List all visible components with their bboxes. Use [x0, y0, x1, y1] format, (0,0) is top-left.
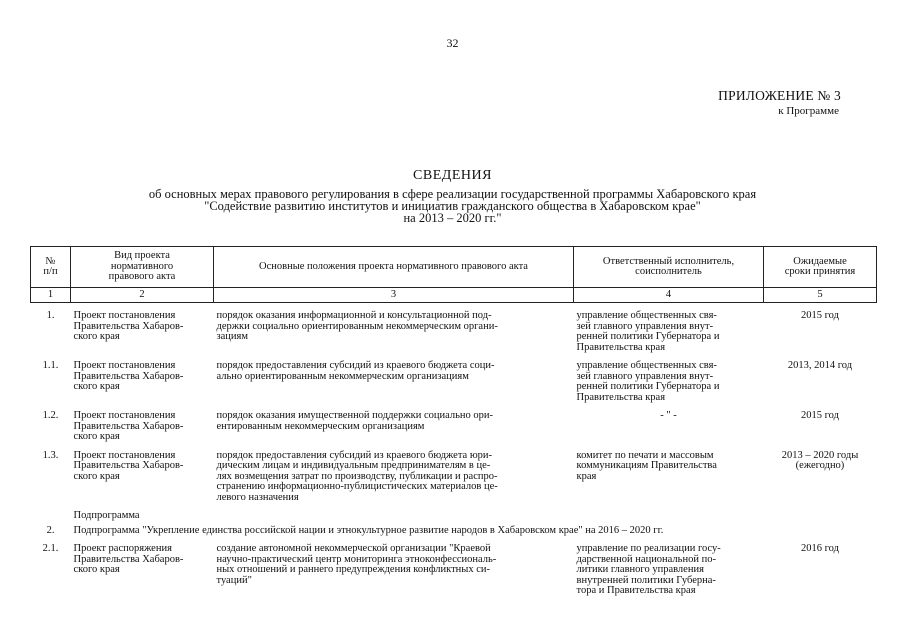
appendix-subtitle: к Программе — [778, 105, 839, 117]
row-num: 1.1. — [42, 360, 59, 371]
ditto-mark: - " - — [660, 410, 677, 421]
row-executor: управление по реализации госу- дарственной национальной по- литики главного управления внутренней политики Губерна- тора и Правительства края — [576, 543, 721, 596]
appendix-title: ПРИЛОЖЕНИЕ № 3 — [718, 88, 841, 103]
table-row — [31, 353, 877, 403]
row-num: 1. — [46, 310, 55, 321]
row-provisions: порядок оказания информационной и консультационной под- держки социально ориентированным некоммерческим органи- зациям — [216, 310, 498, 342]
subprogram-title-row — [31, 522, 877, 537]
subprogram-label-row — [31, 503, 877, 522]
row-act-type: Проект распоряжения Правительства Хабаров- ского края — [73, 543, 184, 575]
row-executor: комитет по печати и массовым коммуникациям Правительства края — [576, 449, 717, 482]
heading-line: об основных мерах правового регулирования в сфере реализации государственной программы Хабаровского края — [148, 187, 757, 201]
row-timeline: 2015 год — [801, 310, 839, 321]
header-executor: Ответственный исполнитель, соисполнитель — [574, 247, 764, 288]
header-act-type: Вид проекта нормативного правового акта — [71, 247, 214, 288]
appendix-header — [718, 88, 841, 117]
table-row — [31, 303, 877, 354]
column-number: 5 — [764, 288, 877, 303]
row-act-type: Проект постановления Правительства Хабаров- ского края — [73, 360, 184, 392]
row-num: 1.3. — [42, 449, 59, 461]
subprogram-num: 2. — [46, 524, 55, 536]
row-timeline: 2015 год — [801, 410, 839, 421]
subprogram-title: Подпрограмма "Укрепление единства российской нации и этнокультурное развитие народов в Хабаровском крае" на 2016 – 2020 гг. — [73, 524, 664, 536]
row-num: 2.1. — [42, 543, 59, 554]
row-num: 1.2. — [42, 410, 59, 421]
heading-line: "Содействие развитию институтов и инициатив гражданского общества в Хабаровском крае" — [204, 199, 701, 213]
row-timeline: 2013 – 2020 годы (ежегодно) — [781, 449, 859, 471]
row-act-type: Проект постановления Правительства Хабаров- ского края — [73, 410, 184, 442]
row-provisions: создание автономной некоммерческой организации "Краевой научно-практический центр мониторинга этноконфессиональ- ных отношений и раннего предупреждения конфликтных си- туаций" — [216, 543, 497, 586]
column-number: 1 — [31, 288, 71, 303]
row-act-type: Проект постановления Правительства Хабаров- ского края — [73, 449, 184, 482]
subprogram-label: Подпрограмма — [73, 510, 140, 521]
table-row — [31, 403, 877, 443]
row-provisions: порядок оказания имущественной поддержки социально ори- ентированным некоммерческим организациям — [216, 410, 493, 432]
row-provisions: порядок предоставления субсидий из краевого бюджета соци- ально ориентированным некоммерческим организациям — [216, 360, 495, 382]
table-row — [31, 536, 877, 597]
column-number: 3 — [214, 288, 574, 303]
heading-line: на 2013 – 2020 гг." — [403, 211, 502, 225]
page-number: 32 — [446, 36, 459, 50]
document-heading — [0, 168, 905, 224]
measures-table — [30, 246, 877, 597]
row-timeline: 2016 год — [801, 543, 839, 554]
column-number: 4 — [574, 288, 764, 303]
row-timeline: 2013, 2014 год — [787, 360, 853, 371]
header-provisions: Основные положения проекта нормативного правового акта — [214, 247, 574, 288]
table-header-row — [31, 247, 877, 288]
document-title: СВЕДЕНИЯ — [413, 168, 492, 183]
header-num: № п/п — [31, 247, 71, 288]
table-row — [31, 443, 877, 504]
row-executor: управление общественных свя- зей главного управления внут- ренней политики Губернатора и Правительства края — [576, 310, 720, 353]
header-timeline: Ожидаемые сроки принятия — [764, 247, 877, 288]
row-executor: управление общественных свя- зей главного управления внут- ренней политики Губернатора и Правительства края — [576, 360, 720, 403]
row-act-type: Проект постановления Правительства Хабаров- ского края — [73, 310, 184, 342]
column-number-row — [31, 288, 877, 303]
row-executor — [574, 403, 764, 443]
column-number: 2 — [71, 288, 214, 303]
row-provisions: порядок предоставления субсидий из краевого бюджета юри- дическим лицам и индивидуальным предпринимателям в це- лях возмещения затрат по производству, публикации и распро- странению информационно-публицистических материалов це- левого назначения — [216, 449, 498, 503]
